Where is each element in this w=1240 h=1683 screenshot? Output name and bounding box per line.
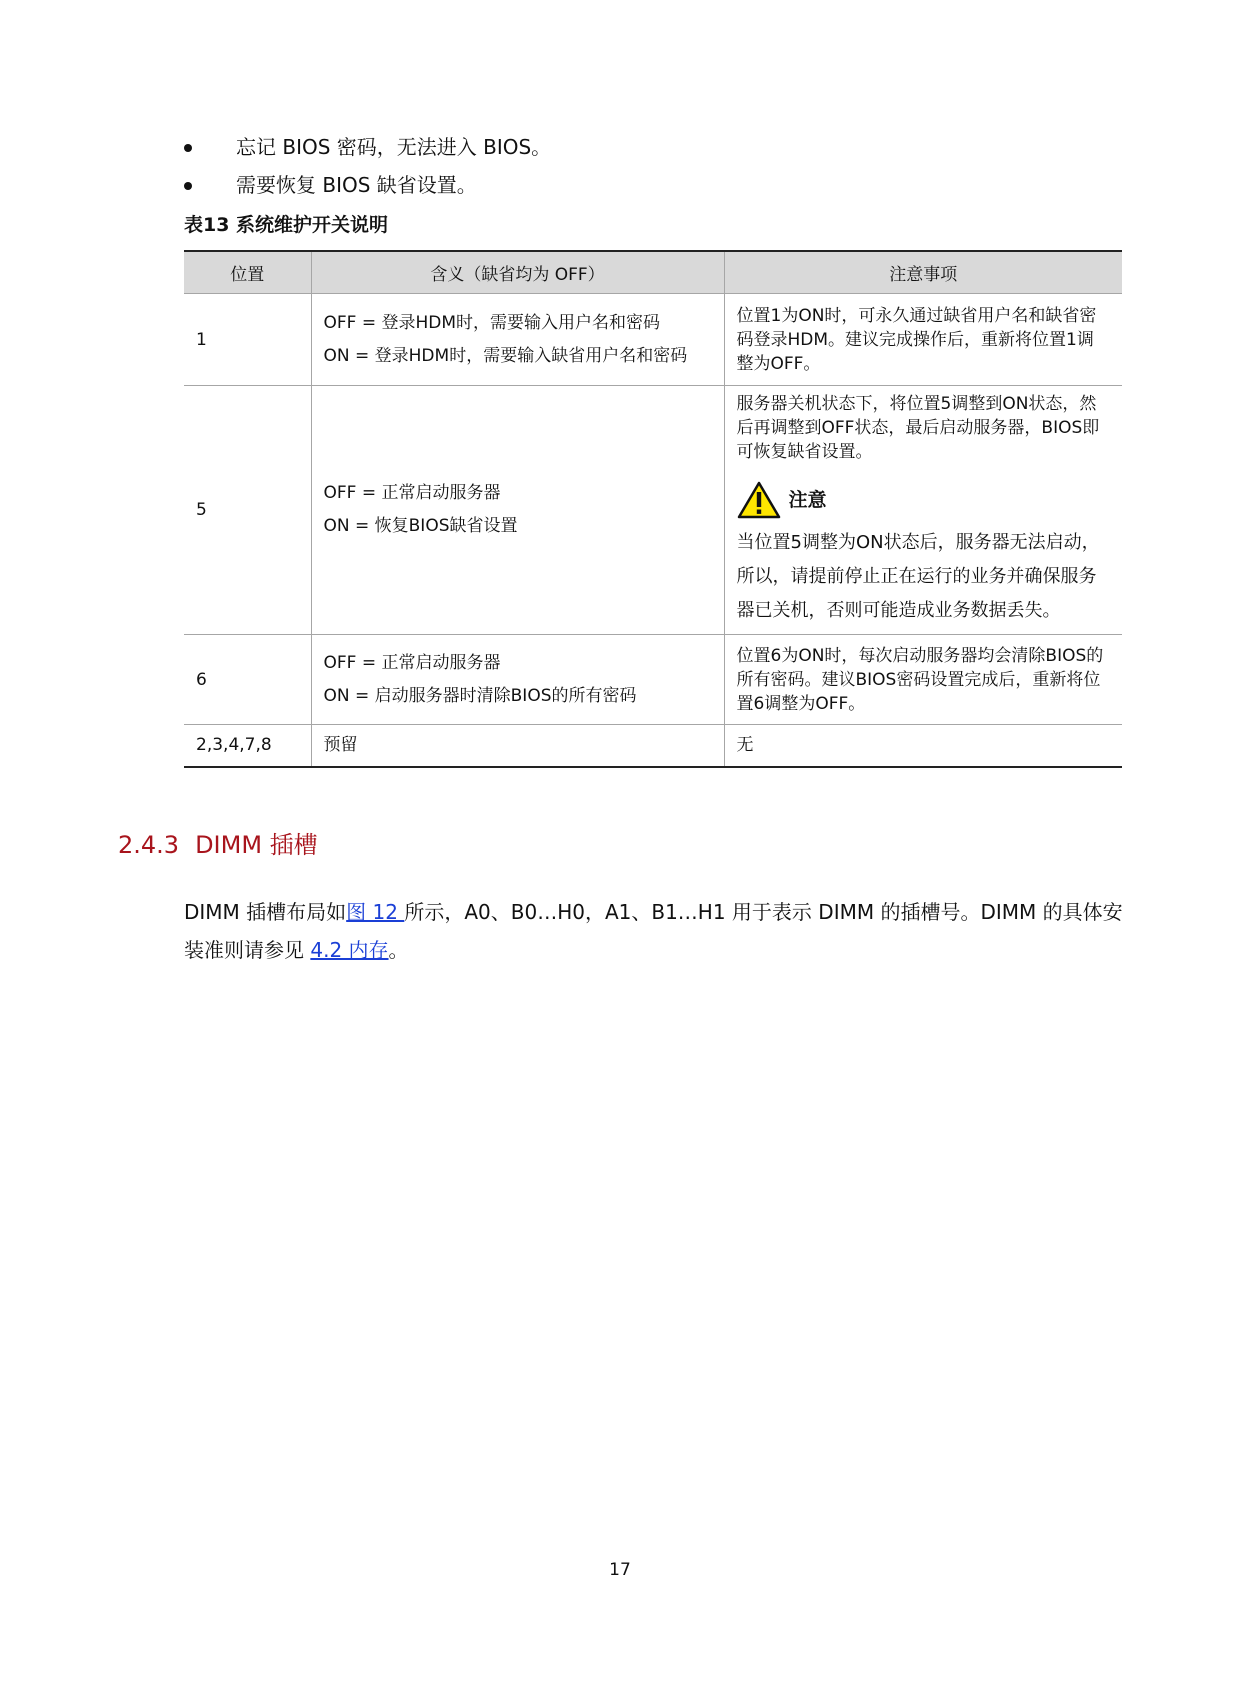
meaning-line: OFF = 登录HDM时，需要输入用户名和密码 (323, 312, 661, 333)
table-row (184, 294, 1122, 386)
meaning-line: OFF = 正常启动服务器 (323, 652, 501, 673)
meaning-line: 预留 (323, 735, 358, 756)
caution-box (737, 480, 1111, 628)
meaning-line: ON = 启动服务器时清除BIOS的所有密码 (323, 685, 637, 706)
body-paragraph (184, 893, 1124, 969)
table-caption: 表13 系统维护开关说明 (184, 214, 389, 236)
caution-title: 注意 (788, 489, 827, 511)
cell-note (724, 725, 1122, 767)
note-text: 位置6为ON时，每次启动服务器均会清除BIOS的所有密码。建议BIOS密码设置完成后，重新将位置6调整为OFF。 (736, 645, 1104, 714)
bullet-text: 忘记 BIOS 密码，无法进入 BIOS。 (236, 135, 552, 159)
caution-header (737, 480, 1111, 520)
cell-note (724, 635, 1122, 725)
cell-meaning (311, 635, 724, 725)
header-meaning: 含义（缺省均为 OFF） (311, 251, 724, 294)
table-header-row (184, 251, 1122, 294)
cell-meaning (311, 725, 724, 767)
caution-text: 当位置5调整为ON状态后，服务器无法启动，所以，请提前停止正在运行的业务并确保服务器已关机，否则可能造成业务数据丢失。 (736, 532, 1100, 621)
table-row (184, 725, 1122, 767)
note-text: 位置1为ON时，可永久通过缺省用户名和缺省密码登录HDM。建议完成操作后，重新将位置1调整为OFF。 (736, 305, 1097, 374)
figure-12-link[interactable]: 图 12 (346, 900, 405, 924)
page-number: 17 (609, 1560, 631, 1580)
paragraph-text: 。 (388, 938, 409, 962)
table-row (184, 635, 1122, 725)
cell-meaning (311, 386, 724, 635)
bullet-item (184, 166, 551, 204)
switch-spec-table (184, 250, 1122, 768)
section-heading (118, 828, 318, 862)
bullet-dot-icon (184, 144, 192, 152)
note-text: 无 (736, 735, 754, 756)
cell-note (724, 294, 1122, 386)
paragraph-text: DIMM 插槽布局如 (184, 900, 347, 924)
cell-position: 6 (184, 635, 311, 725)
cell-note (724, 386, 1122, 635)
paragraph-text: 所示，A0、B0…H0，A1、B1…H1 用于表示 DIMM 的插槽号。DIMM 的具体安装准则请参见 (184, 900, 1123, 962)
header-note: 注意事项 (724, 251, 1122, 294)
bullet-list (184, 128, 551, 204)
bullet-item (184, 128, 551, 166)
cell-position: 2,3,4,7,8 (184, 725, 311, 767)
header-position: 位置 (184, 251, 311, 294)
bullet-text: 需要恢复 BIOS 缺省设置。 (236, 173, 477, 197)
warning-triangle-icon (737, 481, 781, 519)
bullet-dot-icon (184, 182, 192, 190)
meaning-line: ON = 登录HDM时，需要输入缺省用户名和密码 (323, 345, 688, 366)
meaning-line: ON = 恢复BIOS缺省设置 (323, 516, 518, 536)
cell-meaning (311, 294, 724, 386)
note-text: 服务器关机状态下，将位置5调整到ON状态，然后再调整到OFF状态，最后启动服务器，BIOS即可恢复缺省设置。 (736, 394, 1100, 462)
table-row (184, 386, 1122, 635)
meaning-line: OFF = 正常启动服务器 (323, 483, 501, 503)
section-title: DIMM 插槽 (195, 831, 318, 859)
memory-section-link[interactable]: 4.2 内存 (310, 938, 389, 962)
cell-position: 5 (184, 386, 311, 635)
section-number: 2.4.3 (118, 831, 180, 859)
cell-position: 1 (184, 294, 311, 386)
